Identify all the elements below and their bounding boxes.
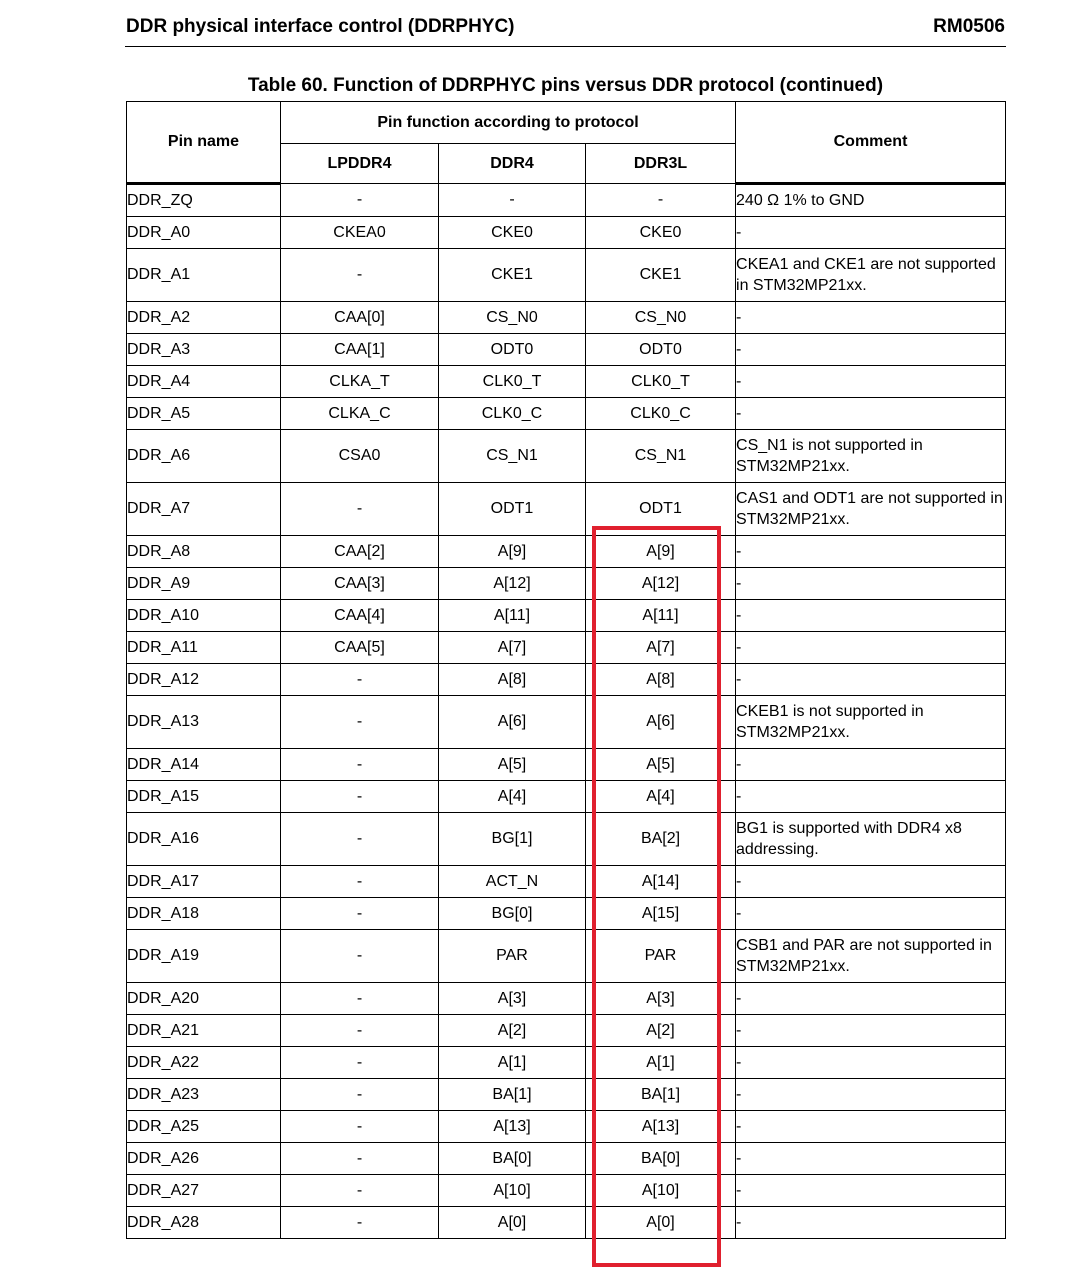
lpddr4-cell: - <box>281 1207 439 1239</box>
lpddr4-cell: CSA0 <box>281 430 439 483</box>
comment-cell: - <box>736 898 1006 930</box>
table-row <box>127 430 1006 483</box>
ddr3l-cell: BA[1] <box>586 1079 736 1111</box>
ddr4-cell: A[5] <box>439 749 586 781</box>
lpddr4-cell: - <box>281 1143 439 1175</box>
lpddr4-cell: - <box>281 696 439 749</box>
section-title: DDR physical interface control (DDRPHYC) <box>126 16 515 37</box>
comment-cell: - <box>736 664 1006 696</box>
pin-name-cell: DDR_A4 <box>127 366 281 398</box>
comment-cell: 240 Ω 1% to GND <box>736 184 1006 217</box>
pin-name-cell: DDR_A8 <box>127 536 281 568</box>
pin-name-cell: DDR_A21 <box>127 1015 281 1047</box>
ddr3l-cell: CLK0_T <box>586 366 736 398</box>
comment-cell: - <box>736 398 1006 430</box>
ddr4-cell: A[9] <box>439 536 586 568</box>
table-row <box>127 1175 1006 1207</box>
table-row <box>127 1079 1006 1111</box>
comment-cell: - <box>736 1015 1006 1047</box>
comment-cell: CKEB1 is not supported in STM32MP21xx. <box>736 696 1006 749</box>
pin-name-cell: DDR_A23 <box>127 1079 281 1111</box>
ddr3l-cell: A[2] <box>586 1015 736 1047</box>
table-row <box>127 184 1006 217</box>
page-header <box>125 14 1006 47</box>
pin-name-cell: DDR_A1 <box>127 249 281 302</box>
pin-name-cell: DDR_A9 <box>127 568 281 600</box>
ddr4-cell: A[11] <box>439 600 586 632</box>
ddr3l-cell: A[1] <box>586 1047 736 1079</box>
pin-name-cell: DDR_A7 <box>127 483 281 536</box>
comment-cell: - <box>736 1175 1006 1207</box>
comment-cell: - <box>736 1079 1006 1111</box>
comment-cell: - <box>736 983 1006 1015</box>
lpddr4-cell: CAA[3] <box>281 568 439 600</box>
lpddr4-cell: CLKA_C <box>281 398 439 430</box>
pin-name-cell: DDR_A22 <box>127 1047 281 1079</box>
pin-name-cell: DDR_A16 <box>127 813 281 866</box>
comment-cell: CAS1 and ODT1 are not supported in STM32MP21xx. <box>736 483 1006 536</box>
pin-name-cell: DDR_A10 <box>127 600 281 632</box>
ddr4-cell: A[0] <box>439 1207 586 1239</box>
pin-name-cell: DDR_A20 <box>127 983 281 1015</box>
lpddr4-cell: - <box>281 1015 439 1047</box>
pin-name-cell: DDR_A15 <box>127 781 281 813</box>
ddr3l-cell: A[3] <box>586 983 736 1015</box>
ddr3l-cell: A[9] <box>586 536 736 568</box>
comment-cell: - <box>736 366 1006 398</box>
pin-function-group-header: Pin function according to protocol <box>281 102 736 144</box>
pin-name-cell: DDR_A19 <box>127 930 281 983</box>
pin-name-cell: DDR_A3 <box>127 334 281 366</box>
pin-name-cell: DDR_A25 <box>127 1111 281 1143</box>
pin-name-cell: DDR_A12 <box>127 664 281 696</box>
ddr4-cell: A[3] <box>439 983 586 1015</box>
pin-name-cell: DDR_A11 <box>127 632 281 664</box>
ddr4-cell: BG[1] <box>439 813 586 866</box>
pin-name-cell: DDR_A28 <box>127 1207 281 1239</box>
ddr3l-cell: ODT1 <box>586 483 736 536</box>
ddr3l-cell: A[8] <box>586 664 736 696</box>
ddr4-cell: CLK0_C <box>439 398 586 430</box>
ddr4-cell: BA[1] <box>439 1079 586 1111</box>
table-row <box>127 813 1006 866</box>
table-caption: Table 60. Function of DDRPHYC pins versus DDR protocol (continued) <box>247 75 884 96</box>
pin-function-table <box>126 101 1006 1239</box>
table-row <box>127 866 1006 898</box>
table-row <box>127 568 1006 600</box>
comment-cell: - <box>736 217 1006 249</box>
lpddr4-cell: - <box>281 1079 439 1111</box>
table-row <box>127 930 1006 983</box>
ddr3l-cell: CLK0_C <box>586 398 736 430</box>
lpddr4-cell: - <box>281 483 439 536</box>
document-id: RM0506 <box>933 16 1005 37</box>
ddr4-cell: A[6] <box>439 696 586 749</box>
lpddr4-cell: CKEA0 <box>281 217 439 249</box>
comment-cell: - <box>736 632 1006 664</box>
lpddr4-cell: - <box>281 781 439 813</box>
lpddr4-cell: - <box>281 249 439 302</box>
ddr3l-cell: BA[2] <box>586 813 736 866</box>
lpddr4-cell: - <box>281 664 439 696</box>
table-row <box>127 366 1006 398</box>
ddr3l-cell: CS_N1 <box>586 430 736 483</box>
ddr3l-cell: CKE1 <box>586 249 736 302</box>
lpddr4-cell: - <box>281 983 439 1015</box>
lpddr4-header: LPDDR4 <box>281 144 439 184</box>
comment-cell: - <box>736 866 1006 898</box>
ddr4-cell: A[7] <box>439 632 586 664</box>
ddr3l-cell: A[13] <box>586 1111 736 1143</box>
lpddr4-cell: - <box>281 749 439 781</box>
pin-name-cell: DDR_A18 <box>127 898 281 930</box>
ddr4-cell: PAR <box>439 930 586 983</box>
ddr4-cell: A[12] <box>439 568 586 600</box>
lpddr4-cell: CAA[2] <box>281 536 439 568</box>
table-row <box>127 302 1006 334</box>
pin-name-cell: DDR_A5 <box>127 398 281 430</box>
lpddr4-cell: - <box>281 184 439 217</box>
ddr3l-cell: A[4] <box>586 781 736 813</box>
ddr3l-cell: - <box>586 184 736 217</box>
table-row <box>127 696 1006 749</box>
comment-cell: BG1 is supported with DDR4 x8 addressing. <box>736 813 1006 866</box>
table-row <box>127 632 1006 664</box>
lpddr4-cell: CAA[5] <box>281 632 439 664</box>
ddr4-cell: CS_N0 <box>439 302 586 334</box>
ddr4-cell: ODT0 <box>439 334 586 366</box>
ddr4-cell: A[13] <box>439 1111 586 1143</box>
table-row <box>127 334 1006 366</box>
lpddr4-cell: CAA[1] <box>281 334 439 366</box>
pin-name-cell: DDR_A2 <box>127 302 281 334</box>
ddr3l-cell: CKE0 <box>586 217 736 249</box>
lpddr4-cell: - <box>281 1047 439 1079</box>
table-row <box>127 1207 1006 1239</box>
ddr4-cell: ACT_N <box>439 866 586 898</box>
ddr3l-cell: A[0] <box>586 1207 736 1239</box>
table-row <box>127 1047 1006 1079</box>
comment-cell: - <box>736 302 1006 334</box>
pin-name-cell: DDR_A13 <box>127 696 281 749</box>
ddr4-cell: BG[0] <box>439 898 586 930</box>
ddr4-cell: A[8] <box>439 664 586 696</box>
table-row <box>127 217 1006 249</box>
comment-cell: CSB1 and PAR are not supported in STM32MP21xx. <box>736 930 1006 983</box>
comment-cell: - <box>736 749 1006 781</box>
table-row <box>127 749 1006 781</box>
lpddr4-cell: - <box>281 813 439 866</box>
comment-cell: - <box>736 536 1006 568</box>
table-row <box>127 249 1006 302</box>
ddr4-cell: A[2] <box>439 1015 586 1047</box>
comment-cell: - <box>736 1143 1006 1175</box>
comment-cell: - <box>736 1111 1006 1143</box>
table-body <box>127 184 1006 1239</box>
ddr3l-cell: A[14] <box>586 866 736 898</box>
pin-name-cell: DDR_ZQ <box>127 184 281 217</box>
table-row <box>127 1015 1006 1047</box>
comment-cell: - <box>736 781 1006 813</box>
table-row <box>127 898 1006 930</box>
ddr4-cell: CKE0 <box>439 217 586 249</box>
pin-name-cell: DDR_A17 <box>127 866 281 898</box>
comment-cell: - <box>736 1047 1006 1079</box>
ddr4-cell: BA[0] <box>439 1143 586 1175</box>
pin-name-cell: DDR_A6 <box>127 430 281 483</box>
lpddr4-cell: CAA[0] <box>281 302 439 334</box>
table-row <box>127 536 1006 568</box>
ddr3l-cell: A[10] <box>586 1175 736 1207</box>
lpddr4-cell: - <box>281 1175 439 1207</box>
lpddr4-cell: - <box>281 1111 439 1143</box>
ddr3l-cell: A[5] <box>586 749 736 781</box>
table-row <box>127 781 1006 813</box>
lpddr4-cell: - <box>281 930 439 983</box>
lpddr4-cell: - <box>281 866 439 898</box>
comment-cell: - <box>736 600 1006 632</box>
ddr4-cell: A[1] <box>439 1047 586 1079</box>
ddr4-cell: CS_N1 <box>439 430 586 483</box>
ddr4-cell: A[10] <box>439 1175 586 1207</box>
table-row <box>127 1111 1006 1143</box>
pin-name-cell: DDR_A27 <box>127 1175 281 1207</box>
ddr3l-cell: ODT0 <box>586 334 736 366</box>
table-row <box>127 483 1006 536</box>
ddr4-cell: A[4] <box>439 781 586 813</box>
comment-cell: CKEA1 and CKE1 are not supported in STM32MP21xx. <box>736 249 1006 302</box>
pin-name-cell: DDR_A26 <box>127 1143 281 1175</box>
ddr4-header: DDR4 <box>439 144 586 184</box>
ddr3l-header: DDR3L <box>586 144 736 184</box>
ddr3l-cell: A[6] <box>586 696 736 749</box>
comment-cell: - <box>736 1207 1006 1239</box>
pin-name-header: Pin name <box>127 102 281 184</box>
comment-header: Comment <box>736 102 1006 184</box>
ddr4-cell: CLK0_T <box>439 366 586 398</box>
comment-cell: - <box>736 334 1006 366</box>
table-row <box>127 1143 1006 1175</box>
table-row <box>127 983 1006 1015</box>
pin-name-cell: DDR_A0 <box>127 217 281 249</box>
ddr3l-cell: A[7] <box>586 632 736 664</box>
ddr4-cell: CKE1 <box>439 249 586 302</box>
ddr3l-cell: PAR <box>586 930 736 983</box>
table-row <box>127 664 1006 696</box>
ddr3l-cell: A[11] <box>586 600 736 632</box>
ddr3l-cell: BA[0] <box>586 1143 736 1175</box>
lpddr4-cell: CLKA_T <box>281 366 439 398</box>
ddr4-cell: ODT1 <box>439 483 586 536</box>
comment-cell: CS_N1 is not supported in STM32MP21xx. <box>736 430 1006 483</box>
pin-name-cell: DDR_A14 <box>127 749 281 781</box>
ddr3l-cell: A[15] <box>586 898 736 930</box>
table-row <box>127 600 1006 632</box>
table-row <box>127 398 1006 430</box>
comment-cell: - <box>736 568 1006 600</box>
ddr4-cell: - <box>439 184 586 217</box>
lpddr4-cell: - <box>281 898 439 930</box>
ddr3l-cell: A[12] <box>586 568 736 600</box>
lpddr4-cell: CAA[4] <box>281 600 439 632</box>
ddr3l-cell: CS_N0 <box>586 302 736 334</box>
